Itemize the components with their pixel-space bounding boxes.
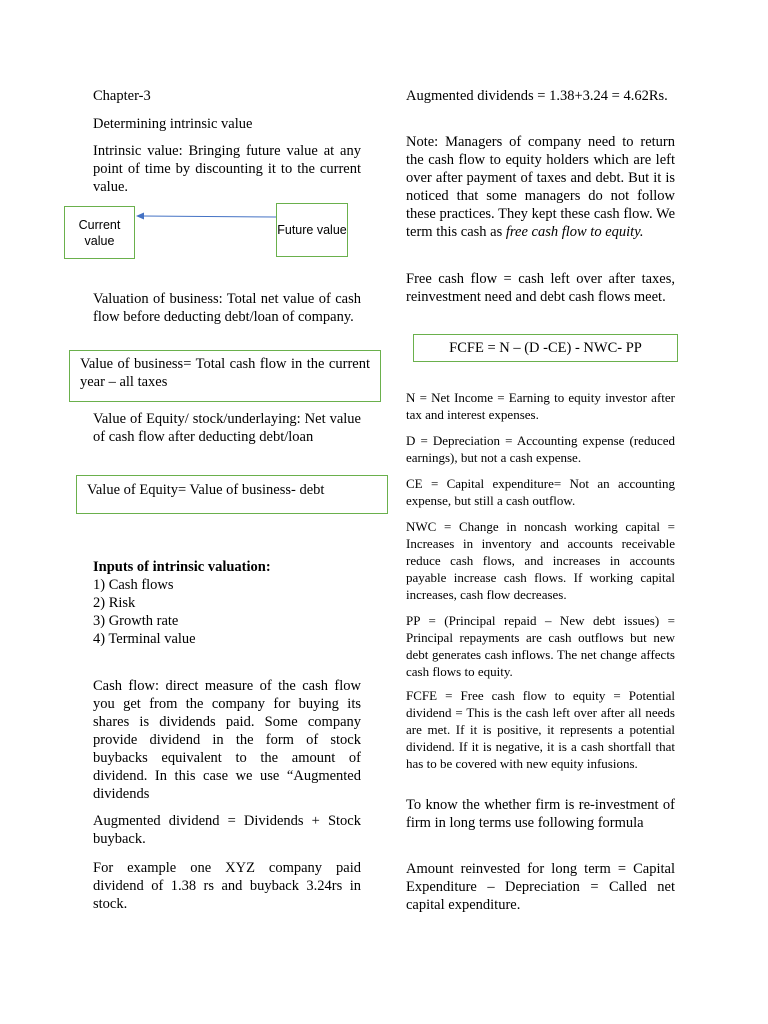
example-paragraph: For example one XYZ company paid dividend of 1.38 rs and buyback 3.24rs in stock. bbox=[93, 860, 361, 912]
definition-net-income: N = Net Income = Earning to equity investor after tax and interest expenses. bbox=[406, 390, 675, 422]
cash-flow-paragraph: Cash flow: direct measure of the cash flow you get from the company for buying its shares is dividends paid. Some company provide dividend in the form of stock buybacks equivalent to the amount of dividend. In this case we use “Augmented dividends bbox=[93, 678, 361, 802]
definition-principal: PP = (Principal repaid – New debt issues) = Principal repayments are cash outflows but new debt generates cash inflows. The net change affects cash flows to equity. bbox=[406, 613, 675, 679]
definition-fcfe: FCFE = Free cash flow to equity = Potential dividend = This is the cash left over after all needs are met. If it is positive, it represents a potential dividend. If it is negative, it is a cash shortfall that has to be covered with new equity infusions. bbox=[406, 688, 675, 771]
equity-value-text: Value of Equity/ stock/underlaying: Net value of cash flow after deducting debt/loan bbox=[93, 411, 361, 445]
input-item: 3) Growth rate bbox=[93, 613, 179, 629]
discount-arrow bbox=[130, 208, 280, 224]
note-paragraph bbox=[406, 133, 675, 241]
input-item: 1) Cash flows bbox=[93, 577, 174, 593]
free-cash-flow-definition: Free cash flow = cash left over after taxes, reinvestment need and debt cash flows meet. bbox=[406, 271, 675, 305]
chapter-label: Chapter-3 bbox=[93, 88, 151, 104]
reinvestment-intro: To know the whether firm is re-investment of firm in long terms use following formula bbox=[406, 797, 675, 831]
fcfe-formula-box bbox=[413, 334, 678, 362]
intrinsic-definition: Intrinsic value: Bringing future value at any point of time by discounting it to the current value. bbox=[93, 143, 361, 195]
definition-depreciation: D = Depreciation = Accounting expense (reduced earnings), but not a cash expense. bbox=[406, 433, 675, 465]
definition-capex: CE = Capital expenditure= Not an accounting expense, but still a cash outflow. bbox=[406, 476, 675, 508]
fcfe-formula: FCFE = N – (D -CE) - NWC- PP bbox=[449, 339, 642, 356]
valuation-business-text: Valuation of business: Total net value of cash flow before deducting debt/loan of company. bbox=[93, 291, 361, 325]
equity-value-box bbox=[76, 475, 388, 514]
business-value-formula: Value of business= Total cash flow in the current year – all taxes bbox=[80, 356, 370, 390]
inputs-title: Inputs of intrinsic valuation: bbox=[93, 559, 271, 575]
current-value-box bbox=[64, 206, 135, 259]
input-item: 2) Risk bbox=[93, 595, 136, 611]
future-value-box bbox=[276, 203, 348, 257]
input-item: 4) Terminal value bbox=[93, 631, 196, 647]
note-text: Note: Managers of company need to return the cash flow to equity holders which are left over after payment of taxes and debt. But it is noticed that some managers do not follow these practices. They kept these cash flow. We term this cash as bbox=[406, 134, 675, 240]
section-heading: Determining intrinsic value bbox=[93, 116, 253, 132]
definition-nwc: NWC = Change in noncash working capital = Increases in inventory and accounts receivable reduce cash flows, and increases in accounts payable increase cash flows. If working capital increases, cash flow decreases. bbox=[406, 519, 675, 602]
equity-value-formula: Value of Equity= Value of business- debt bbox=[87, 482, 325, 498]
note-italic-term: free cash flow to equity. bbox=[505, 224, 644, 240]
business-value-box bbox=[69, 350, 381, 402]
current-value-label: Current value bbox=[78, 217, 121, 248]
augmented-dividend-result: Augmented dividends = 1.38+3.24 = 4.62Rs. bbox=[406, 88, 668, 104]
augmented-dividend-formula: Augmented dividend = Dividends + Stock buyback. bbox=[93, 813, 361, 847]
future-value-label: Future value bbox=[277, 223, 347, 237]
reinvestment-formula: Amount reinvested for long term = Capital Expenditure – Depreciation = Called net capital expenditure. bbox=[406, 861, 675, 913]
